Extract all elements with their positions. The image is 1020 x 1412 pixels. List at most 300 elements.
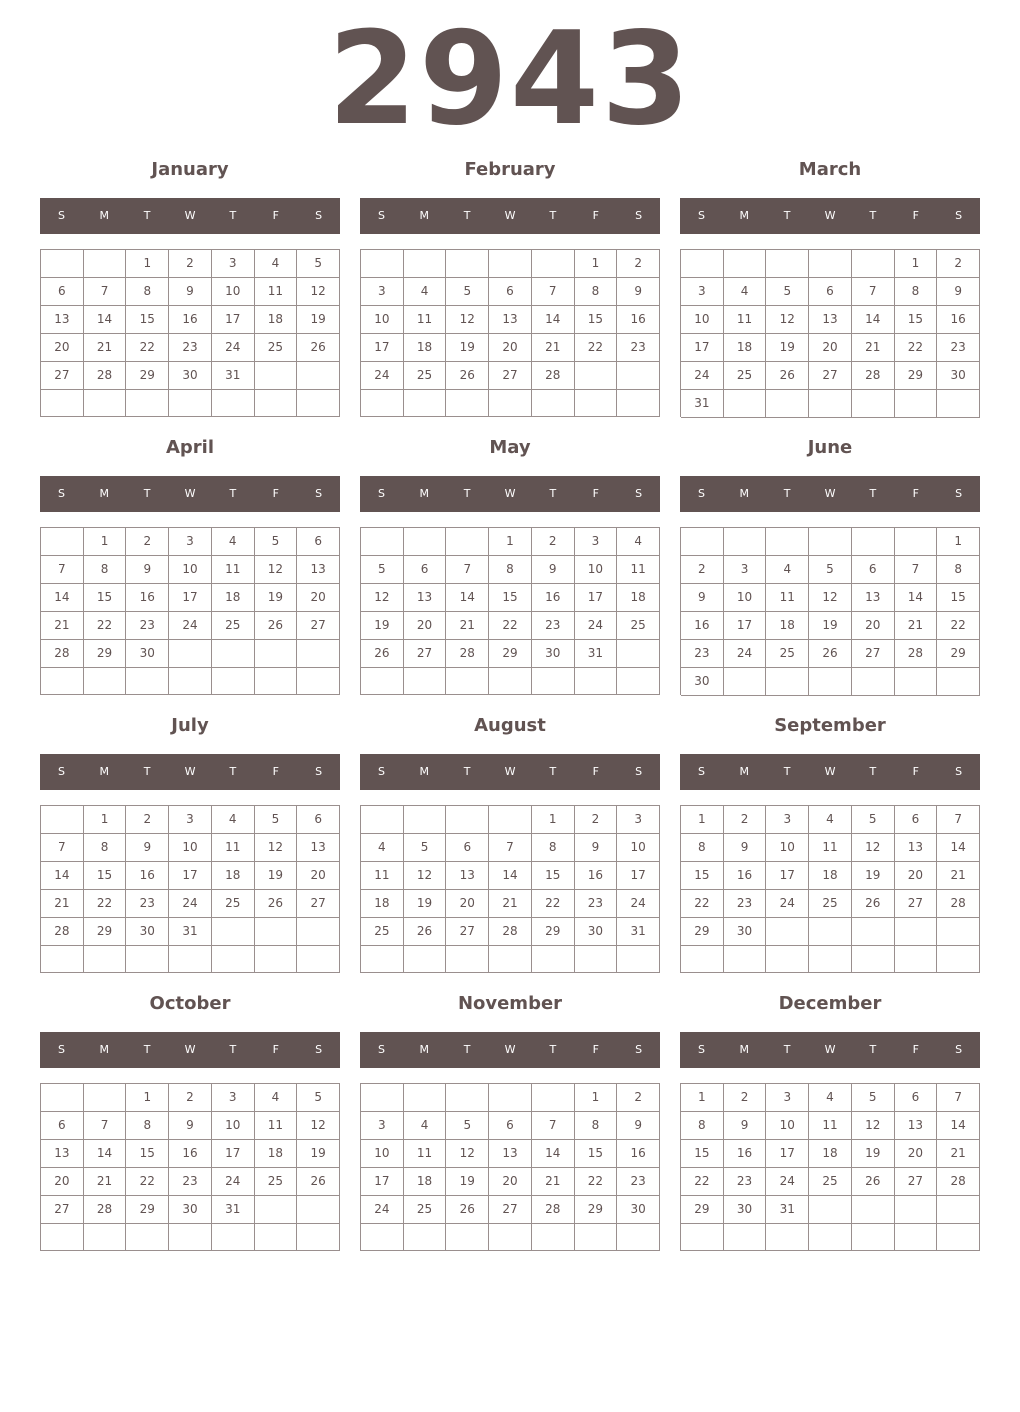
weekday-label: T: [549, 209, 557, 222]
day-cell: 31: [766, 1196, 809, 1224]
day-cell: 18: [404, 334, 447, 362]
day-cell: 1: [937, 528, 980, 556]
day-cell: [575, 1224, 618, 1251]
day-cell: 6: [446, 834, 489, 862]
weekday-label: M: [419, 1043, 430, 1056]
day-cell: 18: [212, 584, 255, 612]
day-cell: 8: [681, 834, 724, 862]
weekday-header: [40, 754, 340, 790]
day-cell: [446, 668, 489, 695]
day-cell: 23: [724, 1168, 767, 1196]
weekday-label: M: [99, 209, 110, 222]
day-cell: 10: [361, 1140, 404, 1168]
day-cell: [489, 1224, 532, 1251]
weekday-label: S: [377, 1043, 385, 1056]
day-cell: 21: [489, 890, 532, 918]
day-cell: [446, 806, 489, 834]
weekday-label: S: [635, 487, 643, 500]
day-cell: 31: [681, 390, 724, 418]
day-grid: [40, 805, 340, 973]
day-cell: [617, 1224, 660, 1251]
day-cell: 4: [404, 278, 447, 306]
day-cell: 8: [895, 278, 938, 306]
day-cell: [126, 946, 169, 973]
weekday-label: M: [739, 1043, 750, 1056]
day-cell: [41, 1084, 84, 1112]
day-cell: 7: [532, 1112, 575, 1140]
day-cell: 17: [681, 334, 724, 362]
day-cell: 27: [297, 612, 340, 640]
day-cell: 26: [809, 640, 852, 668]
day-cell: 12: [297, 278, 340, 306]
day-cell: 12: [361, 584, 404, 612]
day-cell: [809, 946, 852, 973]
day-cell: [937, 918, 980, 946]
day-grid: [40, 527, 340, 695]
day-cell: 4: [809, 1084, 852, 1112]
day-cell: 26: [297, 334, 340, 362]
day-cell: 2: [575, 806, 618, 834]
day-cell: 24: [212, 1168, 255, 1196]
day-cell: [255, 640, 298, 668]
weekday-header: [680, 1032, 980, 1068]
day-cell: 3: [212, 250, 255, 278]
day-cell: 14: [895, 584, 938, 612]
day-cell: [255, 390, 298, 417]
day-cell: 13: [489, 1140, 532, 1168]
day-cell: 10: [169, 834, 212, 862]
day-cell: 24: [766, 1168, 809, 1196]
day-cell: [361, 390, 404, 417]
weekday-label: T: [783, 487, 791, 500]
day-cell: [361, 806, 404, 834]
day-cell: 19: [809, 612, 852, 640]
day-cell: [937, 1224, 980, 1251]
day-cell: 18: [809, 1140, 852, 1168]
day-cell: [41, 1224, 84, 1251]
day-cell: 9: [126, 556, 169, 584]
month-name: February: [464, 159, 556, 180]
weekday-header: [40, 1032, 340, 1068]
day-cell: 8: [937, 556, 980, 584]
day-cell: 7: [489, 834, 532, 862]
day-cell: 7: [84, 1112, 127, 1140]
day-cell: [84, 1224, 127, 1251]
day-cell: 7: [532, 278, 575, 306]
day-cell: 5: [361, 556, 404, 584]
day-cell: 9: [681, 584, 724, 612]
day-cell: 5: [255, 806, 298, 834]
day-cell: 22: [895, 334, 938, 362]
day-cell: 18: [361, 890, 404, 918]
month-name: April: [165, 437, 215, 458]
day-cell: 4: [255, 1084, 298, 1112]
weekday-header: [680, 198, 980, 234]
day-cell: [895, 1196, 938, 1224]
day-cell: 21: [937, 862, 980, 890]
day-cell: 6: [297, 806, 340, 834]
day-grid: [680, 1083, 980, 1251]
day-cell: 11: [404, 306, 447, 334]
day-cell: 25: [617, 612, 660, 640]
day-cell: [489, 390, 532, 417]
day-cell: 9: [532, 556, 575, 584]
day-cell: 28: [937, 890, 980, 918]
weekday-label: F: [272, 1043, 279, 1056]
day-cell: 20: [297, 584, 340, 612]
day-cell: [766, 390, 809, 418]
day-cell: 16: [724, 1140, 767, 1168]
day-cell: [255, 1224, 298, 1251]
weekday-label: M: [99, 487, 110, 500]
day-cell: [126, 1224, 169, 1251]
day-cell: 16: [575, 862, 618, 890]
day-cell: [41, 250, 84, 278]
day-cell: 1: [575, 250, 618, 278]
day-cell: 9: [617, 278, 660, 306]
day-cell: 16: [617, 306, 660, 334]
weekday-label: S: [955, 209, 963, 222]
day-cell: 19: [446, 1168, 489, 1196]
day-cell: 26: [852, 890, 895, 918]
weekday-header: [360, 198, 660, 234]
day-cell: 23: [532, 612, 575, 640]
day-cell: [532, 390, 575, 417]
day-cell: 31: [212, 362, 255, 390]
day-cell: [724, 390, 767, 418]
day-cell: 16: [532, 584, 575, 612]
day-cell: [724, 946, 767, 973]
day-cell: [575, 390, 618, 417]
day-cell: [852, 390, 895, 418]
day-cell: 15: [681, 862, 724, 890]
day-cell: 20: [297, 862, 340, 890]
day-cell: 20: [404, 612, 447, 640]
day-cell: 24: [724, 640, 767, 668]
day-cell: [489, 1084, 532, 1112]
weekday-label: S: [697, 209, 705, 222]
day-cell: 10: [724, 584, 767, 612]
day-cell: [84, 390, 127, 417]
day-cell: 13: [41, 1140, 84, 1168]
day-cell: 3: [212, 1084, 255, 1112]
day-cell: 10: [212, 1112, 255, 1140]
day-cell: 21: [41, 612, 84, 640]
day-cell: 29: [84, 918, 127, 946]
day-cell: 17: [212, 306, 255, 334]
day-cell: [212, 640, 255, 668]
day-cell: [297, 640, 340, 668]
day-cell: 8: [84, 834, 127, 862]
day-cell: 17: [766, 1140, 809, 1168]
day-cell: 10: [212, 278, 255, 306]
day-cell: [297, 918, 340, 946]
day-cell: 20: [852, 612, 895, 640]
day-cell: [809, 1224, 852, 1251]
day-cell: 24: [766, 890, 809, 918]
weekday-label: M: [739, 487, 750, 500]
day-cell: 17: [575, 584, 618, 612]
day-cell: [766, 1224, 809, 1251]
day-cell: 4: [361, 834, 404, 862]
day-cell: 19: [255, 584, 298, 612]
weekday-label: S: [697, 1043, 705, 1056]
day-cell: 1: [575, 1084, 618, 1112]
day-cell: 6: [404, 556, 447, 584]
day-cell: 27: [852, 640, 895, 668]
day-cell: 16: [169, 306, 212, 334]
day-cell: [404, 1224, 447, 1251]
day-cell: [852, 946, 895, 973]
day-cell: 14: [84, 306, 127, 334]
day-cell: [852, 528, 895, 556]
day-cell: 17: [766, 862, 809, 890]
day-cell: 28: [41, 640, 84, 668]
day-cell: 23: [126, 890, 169, 918]
day-cell: 26: [297, 1168, 340, 1196]
day-cell: 30: [532, 640, 575, 668]
day-cell: 14: [84, 1140, 127, 1168]
month-october: [40, 986, 340, 1264]
day-cell: 13: [489, 306, 532, 334]
day-cell: 26: [255, 612, 298, 640]
day-cell: [404, 668, 447, 695]
day-cell: [489, 250, 532, 278]
day-cell: 18: [766, 612, 809, 640]
day-cell: 4: [766, 556, 809, 584]
day-cell: 2: [681, 556, 724, 584]
day-cell: 25: [404, 362, 447, 390]
day-cell: 23: [617, 334, 660, 362]
day-cell: [617, 668, 660, 695]
day-cell: [41, 946, 84, 973]
day-cell: 7: [446, 556, 489, 584]
day-cell: 28: [84, 362, 127, 390]
weekday-label: T: [783, 1043, 791, 1056]
day-cell: 12: [852, 1112, 895, 1140]
day-cell: 14: [937, 834, 980, 862]
weekday-label: F: [592, 209, 599, 222]
day-cell: 7: [84, 278, 127, 306]
day-cell: 28: [532, 362, 575, 390]
day-cell: [41, 806, 84, 834]
day-cell: 30: [937, 362, 980, 390]
day-cell: 22: [575, 334, 618, 362]
weekday-label: M: [419, 487, 430, 500]
day-cell: 19: [255, 862, 298, 890]
weekday-label: S: [57, 209, 65, 222]
day-cell: [809, 918, 852, 946]
day-cell: 18: [809, 862, 852, 890]
day-cell: 13: [297, 834, 340, 862]
weekday-label: F: [592, 1043, 599, 1056]
day-cell: 8: [532, 834, 575, 862]
day-cell: 8: [84, 556, 127, 584]
day-cell: [297, 946, 340, 973]
day-cell: 31: [169, 918, 212, 946]
day-cell: 27: [446, 918, 489, 946]
weekday-label: T: [143, 1043, 151, 1056]
day-cell: [126, 390, 169, 417]
day-cell: [489, 806, 532, 834]
day-cell: [446, 946, 489, 973]
day-cell: 31: [212, 1196, 255, 1224]
day-cell: 5: [852, 1084, 895, 1112]
day-cell: [895, 390, 938, 418]
weekday-label: S: [955, 1043, 963, 1056]
day-cell: [404, 1084, 447, 1112]
day-cell: [852, 918, 895, 946]
month-name: September: [774, 715, 886, 736]
day-cell: 8: [575, 1112, 618, 1140]
day-cell: 27: [41, 1196, 84, 1224]
weekday-label: S: [635, 765, 643, 778]
day-cell: 7: [937, 806, 980, 834]
day-cell: 27: [489, 362, 532, 390]
day-cell: 13: [852, 584, 895, 612]
weekday-label: T: [869, 1043, 877, 1056]
day-cell: 2: [724, 806, 767, 834]
day-cell: [575, 668, 618, 695]
day-cell: 27: [297, 890, 340, 918]
weekday-label: T: [463, 765, 471, 778]
day-cell: 2: [532, 528, 575, 556]
day-cell: [255, 946, 298, 973]
day-cell: 13: [297, 556, 340, 584]
day-cell: 5: [809, 556, 852, 584]
day-cell: 12: [255, 556, 298, 584]
month-name: August: [474, 715, 546, 736]
weekday-label: M: [419, 765, 430, 778]
day-cell: 5: [404, 834, 447, 862]
day-cell: 30: [126, 918, 169, 946]
weekday-label: W: [824, 765, 836, 778]
day-cell: [361, 946, 404, 973]
weekday-label: S: [377, 487, 385, 500]
weekday-label: F: [912, 487, 919, 500]
day-cell: 5: [852, 806, 895, 834]
day-cell: 25: [361, 918, 404, 946]
day-cell: 7: [41, 834, 84, 862]
day-cell: 26: [852, 1168, 895, 1196]
weekday-label: S: [955, 487, 963, 500]
weekday-label: F: [272, 209, 279, 222]
weekday-label: W: [184, 765, 196, 778]
weekday-label: T: [229, 209, 237, 222]
day-cell: [724, 250, 767, 278]
weekday-label: T: [463, 1043, 471, 1056]
day-cell: 14: [41, 862, 84, 890]
day-cell: 11: [617, 556, 660, 584]
day-cell: 15: [126, 306, 169, 334]
day-cell: 7: [852, 278, 895, 306]
day-cell: [617, 946, 660, 973]
day-cell: 11: [212, 834, 255, 862]
day-cell: 9: [724, 1112, 767, 1140]
day-cell: 19: [361, 612, 404, 640]
day-cell: 15: [681, 1140, 724, 1168]
day-cell: 15: [532, 862, 575, 890]
weekday-label: W: [824, 209, 836, 222]
day-cell: 14: [852, 306, 895, 334]
weekday-label: T: [783, 765, 791, 778]
weekday-label: T: [143, 209, 151, 222]
month-february: [360, 152, 660, 430]
month-july: [40, 708, 340, 986]
day-cell: 21: [532, 334, 575, 362]
day-cell: [84, 668, 127, 695]
day-cell: 21: [852, 334, 895, 362]
day-cell: 29: [532, 918, 575, 946]
day-cell: 28: [446, 640, 489, 668]
day-cell: 27: [489, 1196, 532, 1224]
month-name: December: [778, 993, 882, 1014]
weekday-label: S: [315, 209, 323, 222]
day-cell: [617, 640, 660, 668]
day-cell: [297, 390, 340, 417]
day-cell: 12: [446, 1140, 489, 1168]
day-cell: 25: [255, 1168, 298, 1196]
day-cell: 25: [724, 362, 767, 390]
day-cell: 24: [617, 890, 660, 918]
day-cell: 3: [724, 556, 767, 584]
day-cell: 25: [809, 890, 852, 918]
day-cell: 10: [575, 556, 618, 584]
day-cell: 5: [297, 250, 340, 278]
weekday-label: F: [592, 765, 599, 778]
weekday-label: T: [143, 765, 151, 778]
weekday-label: T: [229, 1043, 237, 1056]
day-cell: 2: [169, 1084, 212, 1112]
weekday-label: F: [912, 765, 919, 778]
day-cell: 6: [895, 1084, 938, 1112]
day-cell: 22: [126, 334, 169, 362]
day-cell: [852, 1224, 895, 1251]
weekday-label: S: [57, 1043, 65, 1056]
day-cell: 14: [489, 862, 532, 890]
day-cell: 30: [617, 1196, 660, 1224]
day-cell: 20: [446, 890, 489, 918]
day-cell: 9: [126, 834, 169, 862]
day-cell: 16: [617, 1140, 660, 1168]
day-cell: 1: [126, 250, 169, 278]
day-cell: 2: [724, 1084, 767, 1112]
day-cell: 25: [766, 640, 809, 668]
day-cell: [446, 390, 489, 417]
day-cell: 3: [361, 1112, 404, 1140]
weekday-label: S: [57, 765, 65, 778]
day-cell: 11: [766, 584, 809, 612]
day-cell: 9: [575, 834, 618, 862]
day-cell: [724, 528, 767, 556]
day-cell: 27: [41, 362, 84, 390]
day-cell: 12: [297, 1112, 340, 1140]
weekday-label: T: [549, 765, 557, 778]
month-august: [360, 708, 660, 986]
day-cell: 9: [724, 834, 767, 862]
day-grid: [360, 527, 660, 695]
day-cell: [84, 1084, 127, 1112]
day-cell: [532, 1084, 575, 1112]
day-cell: [489, 668, 532, 695]
day-cell: 3: [766, 1084, 809, 1112]
day-cell: [404, 250, 447, 278]
day-cell: 30: [126, 640, 169, 668]
day-cell: [446, 1224, 489, 1251]
day-cell: 13: [809, 306, 852, 334]
day-cell: [809, 668, 852, 696]
weekday-label: W: [824, 487, 836, 500]
